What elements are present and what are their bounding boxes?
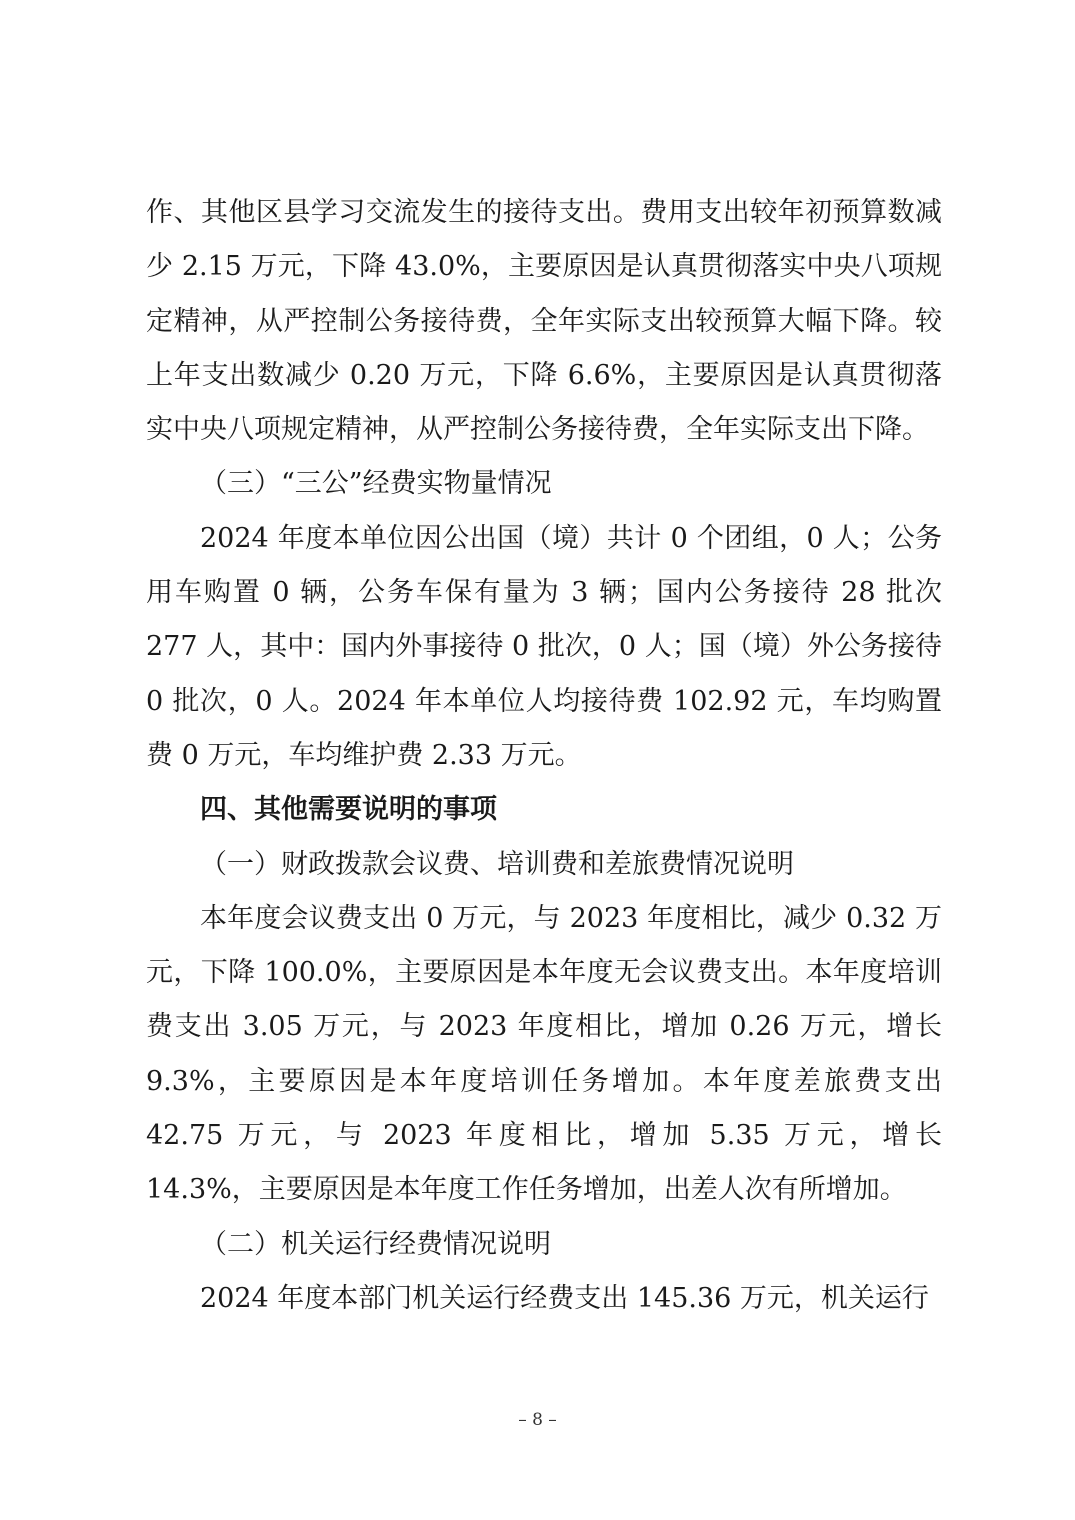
section-heading-other-matters: 四、其他需要说明的事项: [200, 794, 497, 826]
paragraph-physical-quantity: 2024 年度本单位因公出国（境）共计 0 个团组，0 人；公务用车购置 0 辆，公务车保有量为 3 辆；国内公务接待 28 批次 277 人，其中：国内外事接待 0 批次，0 人；国（境）外公务接待 0 批次，0 人。2024 年本单位人均接待费 102.92 元，车均购置费 0 万元，车均维护费 2.33 万元。: [146, 522, 942, 771]
heading-three-public-funds: （三）“三公”经费实物量情况: [200, 468, 552, 500]
paragraph-operation-funds: 2024 年度本部门机关运行经费支出 145.36 万元，机关运行: [200, 1282, 929, 1314]
heading-operation-funds: （二）机关运行经费情况说明: [200, 1228, 551, 1260]
document-page: [146, 186, 942, 1326]
heading-meeting-training-travel: （一）财政拨款会议费、培训费和差旅费情况说明: [200, 848, 794, 880]
paragraph-continued: 作、其他区县学习交流发生的接待支出。费用支出较年初预算数减少 2.15 万元，下降 43.0%，主要原因是认真贯彻落实中央八项规定精神，从严控制公务接待费，全年实际支出较预算大幅下降。较上年支出数减少 0.20 万元，下降 6.6%，主要原因是认真贯彻落实中央八项规定精神，从严控制公务接待费，全年实际支出下降。: [146, 197, 942, 446]
page-number: – 8 –: [518, 1410, 557, 1430]
paragraph-meeting-training-travel: 本年度会议费支出 0 万元，与 2023 年度相比，减少 0.32 万元，下降 100.0%，主要原因是本年度无会议费支出。本年度培训费支出 3.05 万元，与 2023 年度相比，增加 0.26 万元，增长 9.3%，主要原因是本年度培训任务增加。本年度差旅费支出 42.75 万元，与 2023 年度相比，增加 5.35 万元，增长 14.3%，主要原因是本年度工作任务增加，出差人次有所增加。: [146, 902, 942, 1206]
